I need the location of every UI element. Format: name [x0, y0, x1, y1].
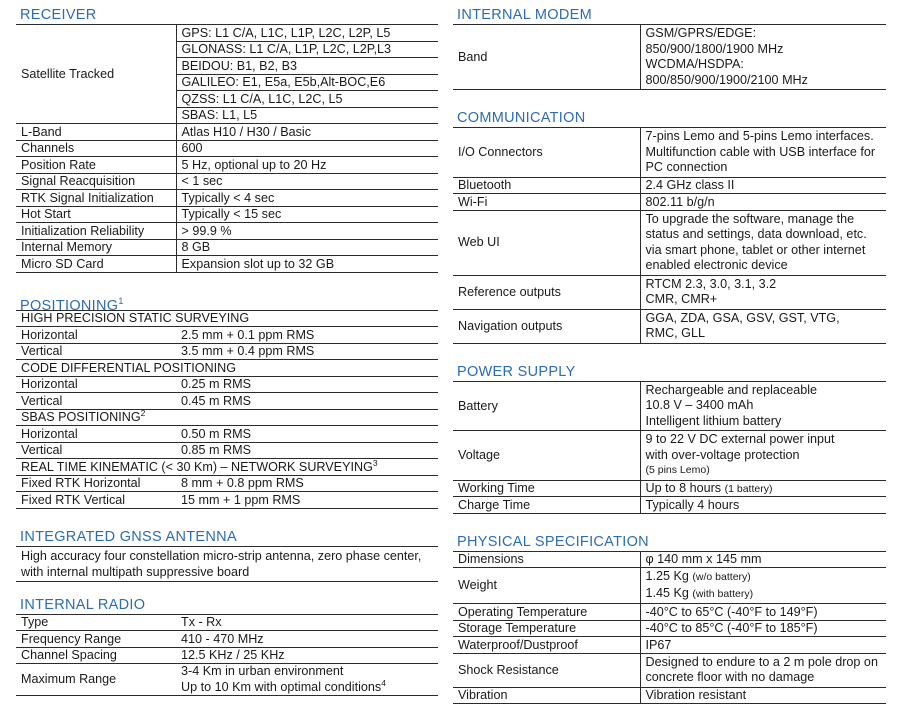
row-value: Up to 8 hours (1 battery) — [640, 480, 886, 497]
row-value: 410 - 470 MHz — [176, 631, 438, 648]
row-key: Micro SD Card — [16, 256, 176, 273]
table-row — [453, 177, 886, 194]
left-column — [16, 4, 438, 696]
table-row — [16, 475, 438, 492]
subsection-heading: CODE DIFFERENTIAL POSITIONING — [16, 360, 438, 377]
table-row — [453, 194, 886, 211]
table-row — [453, 25, 886, 90]
row-value: Tx - Rx — [176, 615, 438, 631]
row-value: 3-4 Km in urban environment Up to 10 Km with optimal conditions$^4$ — [176, 664, 438, 696]
table-row — [453, 480, 886, 497]
row-value: 0.25 m RMS — [176, 376, 438, 393]
row-key: Voltage — [453, 431, 640, 481]
row-value: Atlas H10 / H30 / Basic — [176, 124, 438, 141]
table-row — [16, 631, 438, 648]
row-value: 15 mm + 1 ppm RMS — [176, 492, 438, 509]
row-key: Shock Resistance — [453, 653, 640, 687]
row-value: 8 mm + 0.8 ppm RMS — [176, 475, 438, 492]
row-key: Internal Memory — [16, 239, 176, 256]
table-row — [453, 687, 886, 704]
table-row — [453, 620, 886, 637]
row-key: Maximum Range — [16, 664, 176, 696]
row-key: Charge Time — [453, 497, 640, 514]
row-value: 7-pins Lemo and 5-pins Lemo interfaces. Multifunction cable with USB interface for PC connection — [640, 128, 886, 177]
row-value: < 1 sec — [176, 173, 438, 190]
row-value: 0.45 m RMS — [176, 393, 438, 410]
table-row — [16, 426, 438, 443]
table-row — [16, 140, 438, 157]
table-row — [16, 647, 438, 664]
row-key: Fixed RTK Horizontal — [16, 475, 176, 492]
row-value: 2.4 GHz class II — [640, 177, 886, 194]
row-value: 600 — [176, 140, 438, 157]
row-key: Vibration — [453, 687, 640, 704]
table-row — [453, 128, 886, 177]
table-row — [453, 497, 886, 514]
row-value: GSM/GPRS/EDGE: 850/900/1800/1900 MHz WCDMA/HSDPA: 800/850/900/1900/2100 MHz — [640, 25, 886, 90]
modem-title: INTERNAL MODEM — [453, 4, 886, 25]
table-row — [16, 343, 438, 360]
table-row — [453, 210, 886, 275]
row-value: RTCM 2.3, 3.0, 3.1, 3.2 CMR, CMR+ — [640, 275, 886, 309]
row-key: Fixed RTK Vertical — [16, 492, 176, 509]
table-row — [16, 173, 438, 190]
row-key: Navigation outputs — [453, 309, 640, 343]
table-row — [16, 393, 438, 410]
row-value: φ 140 mm x 145 mm — [640, 552, 886, 568]
row-value: 1.25 Kg (w/o battery) 1.45 Kg (with battery) — [640, 568, 886, 604]
antenna-description: High accuracy four constellation micro-strip antenna, zero phase center, with internal multipath suppressive board — [16, 547, 438, 582]
modem-table — [453, 25, 886, 90]
satellite-qzss: QZSS: L1 C/A, L1C, L2C, L5 — [176, 91, 438, 108]
row-key: Position Rate — [16, 157, 176, 174]
table-row — [453, 431, 886, 481]
subsection-heading: REAL TIME KINEMATIC (< 30 Km) – NETWORK SURVEYING$^3$ — [16, 459, 438, 476]
row-key: Type — [16, 615, 176, 631]
row-value: 3.5 mm + 0.4 ppm RMS — [176, 343, 438, 360]
satellite-glonass: GLONASS: L1 C/A, L1P, L2C, L2P,L3 — [176, 41, 438, 58]
row-key: Wi-Fi — [453, 194, 640, 211]
row-key: Signal Reacquisition — [16, 173, 176, 190]
row-value: Typically 4 hours — [640, 497, 886, 514]
row-value: 8 GB — [176, 239, 438, 256]
row-key: I/O Connectors — [453, 128, 640, 177]
row-key: Vertical — [16, 343, 176, 360]
table-row — [16, 360, 438, 377]
satellite-galileo: GALILEO: E1, E5a, E5b,Alt-BOC,E6 — [176, 74, 438, 91]
antenna-title: INTEGRATED GNSS ANTENNA — [16, 526, 438, 547]
row-value: To upgrade the software, manage the status and settings, data download, etc. via smart phone, tablet or other internet enabled electronic device — [640, 210, 886, 275]
row-value: IP67 — [640, 637, 886, 654]
communication-title: COMMUNICATION — [453, 107, 886, 128]
table-row — [16, 190, 438, 207]
table-row — [453, 382, 886, 431]
table-row — [453, 653, 886, 687]
table-row — [16, 124, 438, 141]
table-row — [16, 256, 438, 273]
row-value: 2.5 mm + 0.1 ppm RMS — [176, 327, 438, 344]
table-row — [16, 664, 438, 696]
table-row — [16, 459, 438, 476]
table-row — [16, 615, 438, 631]
satellite-sbas: SBAS: L1, L5 — [176, 107, 438, 124]
subsection-heading: HIGH PRECISION STATIC SURVEYING — [16, 311, 438, 327]
satellite-tracked-label: Satellite Tracked — [16, 25, 176, 124]
row-key: Frequency Range — [16, 631, 176, 648]
row-value: 5 Hz, optional up to 20 Hz — [176, 157, 438, 174]
satellite-gps: GPS: L1 C/A, L1C, L1P, L2C, L2P, L5 — [176, 25, 438, 41]
communication-table — [453, 128, 886, 344]
row-value: -40°C to 85°C (-40°F to 185°F) — [640, 620, 886, 637]
row-value: Expansion slot up to 32 GB — [176, 256, 438, 273]
row-key: Working Time — [453, 480, 640, 497]
row-key: L-Band — [16, 124, 176, 141]
row-key: Dimensions — [453, 552, 640, 568]
table-row — [16, 327, 438, 344]
row-value: GGA, ZDA, GSA, GSV, GST, VTG, RMC, GLL — [640, 309, 886, 343]
row-value: 0.85 m RMS — [176, 442, 438, 459]
table-row — [453, 309, 886, 343]
physical-title: PHYSICAL SPECIFICATION — [453, 531, 886, 552]
table-row — [16, 25, 438, 41]
table-row — [453, 275, 886, 309]
positioning-table — [16, 311, 438, 509]
table-row — [16, 442, 438, 459]
table-row — [453, 552, 886, 568]
row-key: Vertical — [16, 442, 176, 459]
row-value: 0.50 m RMS — [176, 426, 438, 443]
receiver-title: RECEIVER — [16, 4, 438, 25]
row-key: Horizontal — [16, 426, 176, 443]
row-key: Horizontal — [16, 327, 176, 344]
row-value: Designed to endure to a 2 m pole drop on concrete floor with no damage — [640, 653, 886, 687]
table-row — [453, 637, 886, 654]
row-value: Typically < 4 sec — [176, 190, 438, 207]
row-value: 802.11 b/g/n — [640, 194, 886, 211]
row-key: Channel Spacing — [16, 647, 176, 664]
row-key: Hot Start — [16, 206, 176, 223]
table-row — [16, 409, 438, 426]
row-key: Weight — [453, 568, 640, 604]
power-title: POWER SUPPLY — [453, 361, 886, 382]
table-row — [16, 239, 438, 256]
row-value: Vibration resistant — [640, 687, 886, 704]
row-key: Web UI — [453, 210, 640, 275]
radio-title: INTERNAL RADIO — [16, 594, 438, 615]
row-key: Reference outputs — [453, 275, 640, 309]
row-value: 12.5 KHz / 25 KHz — [176, 647, 438, 664]
table-row — [453, 568, 886, 604]
row-key: Initialization Reliability — [16, 223, 176, 240]
table-row — [16, 157, 438, 174]
table-row — [16, 206, 438, 223]
subsection-heading: SBAS POSITIONING$^2$ — [16, 409, 438, 426]
row-key: Vertical — [16, 393, 176, 410]
table-row — [16, 311, 438, 327]
row-key: RTK Signal Initialization — [16, 190, 176, 207]
satellite-beidou: BEIDOU: B1, B2, B3 — [176, 58, 438, 75]
table-row — [453, 604, 886, 621]
physical-table — [453, 552, 886, 705]
row-value: Rechargeable and replaceable 10.8 V – 3400 mAh Intelligent lithium battery — [640, 382, 886, 431]
table-row — [16, 492, 438, 509]
row-key: Operating Temperature — [453, 604, 640, 621]
row-value: Typically < 15 sec — [176, 206, 438, 223]
row-key: Horizontal — [16, 376, 176, 393]
positioning-title: POSITIONING$^1$ — [16, 290, 438, 311]
receiver-table — [16, 25, 438, 273]
row-key: Channels — [16, 140, 176, 157]
row-key: Storage Temperature — [453, 620, 640, 637]
table-row — [16, 223, 438, 240]
row-value: -40°C to 65°C (-40°F to 149°F) — [640, 604, 886, 621]
row-key: Band — [453, 25, 640, 90]
row-key: Waterproof/Dustproof — [453, 637, 640, 654]
power-table — [453, 382, 886, 514]
row-key: Battery — [453, 382, 640, 431]
radio-table — [16, 615, 438, 697]
right-column — [453, 4, 886, 704]
row-value: > 99.9 % — [176, 223, 438, 240]
row-value: 9 to 22 V DC external power input with over-voltage protection (5 pins Lemo) — [640, 431, 886, 481]
table-row — [16, 376, 438, 393]
row-key: Bluetooth — [453, 177, 640, 194]
